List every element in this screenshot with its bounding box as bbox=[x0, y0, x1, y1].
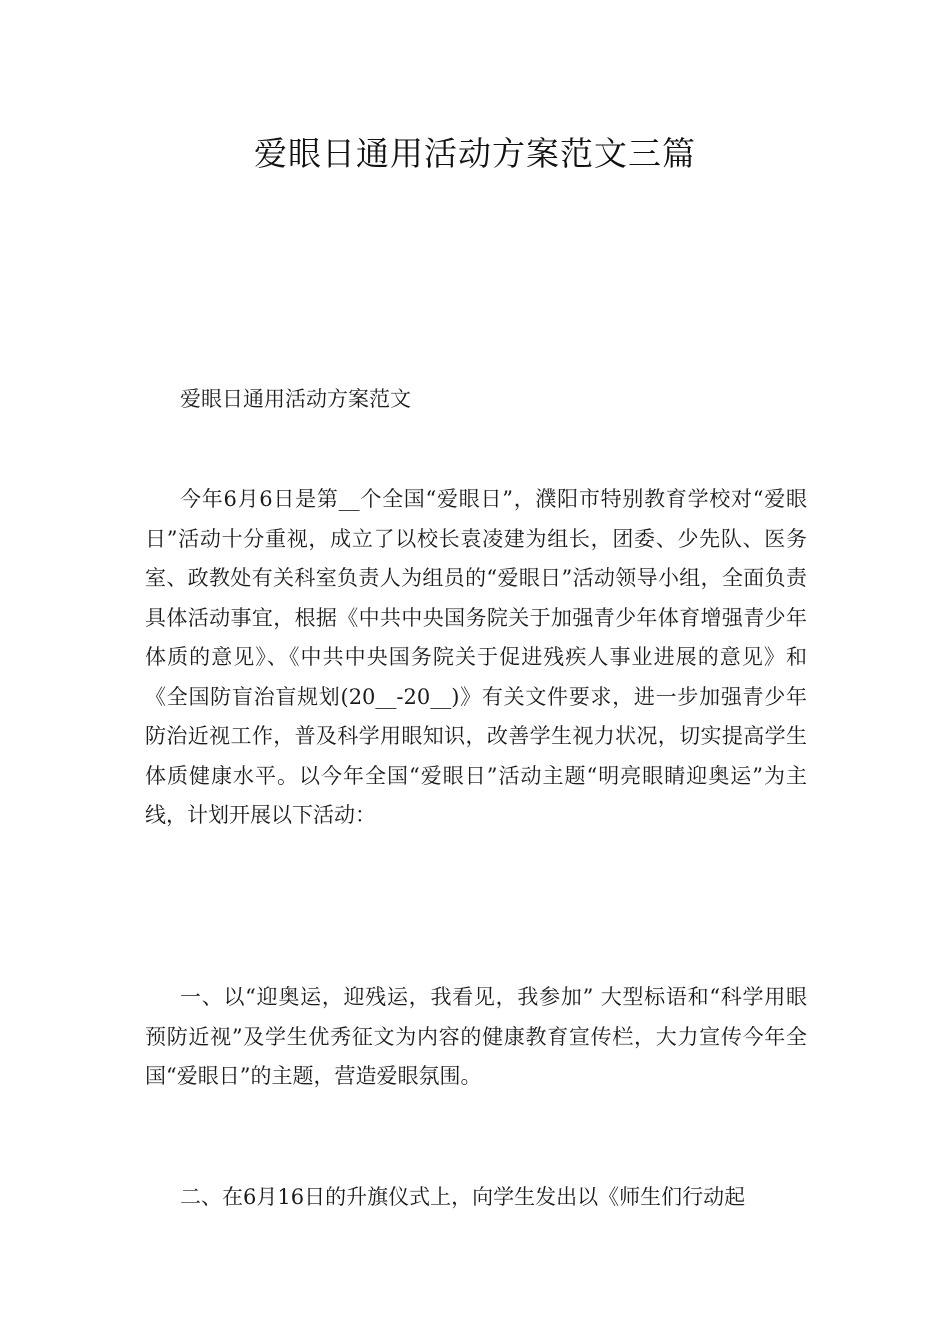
paragraph-item-2: 二、在6月16日的升旗仪式上，向学生发出以《师生们行动起 bbox=[180, 1185, 746, 1209]
document-title: 爱眼日通用活动方案范文三篇 bbox=[254, 134, 696, 173]
paragraph-item-1: 一、以“迎奥运，迎残运，我看见，我参加” 大型标语和“科学用眼 预防近视”及学生优秀征文为内容的健康教育宣传栏，大力宣传今年全国“爱眼日”的主题，营造爱眼氛围。 bbox=[145, 985, 807, 1088]
paragraph-intro: 今年6月6日是第__个全国“爱眼日”，濮阳市特别教育学校对“爱眼日”活动十分重视，成立了以校长袁凌建为组长，团委、少先队、医务室、政教处有关科室负责人为组员的“爱眼日”活动领导小组，全面负责具体活动事宜，根据《中共中央国务院关于加强青少年体育增强青少年体质的意见》、《中共中央国务院关于促进残疾人事业进展的意见》和《全国防盲治盲规划(20__-20__)》有关文件要求，进一步加强青少年防治近视工作，普及科学用眼知识，改善学生视力状况，切实提高学生体质健康水平。以今年全国“爱眼日”活动主题“明亮眼睛迎奥运”为主线，计划开展以下活动： bbox=[145, 487, 807, 827]
document-subtitle: 爱眼日通用活动方案范文 bbox=[180, 387, 411, 411]
